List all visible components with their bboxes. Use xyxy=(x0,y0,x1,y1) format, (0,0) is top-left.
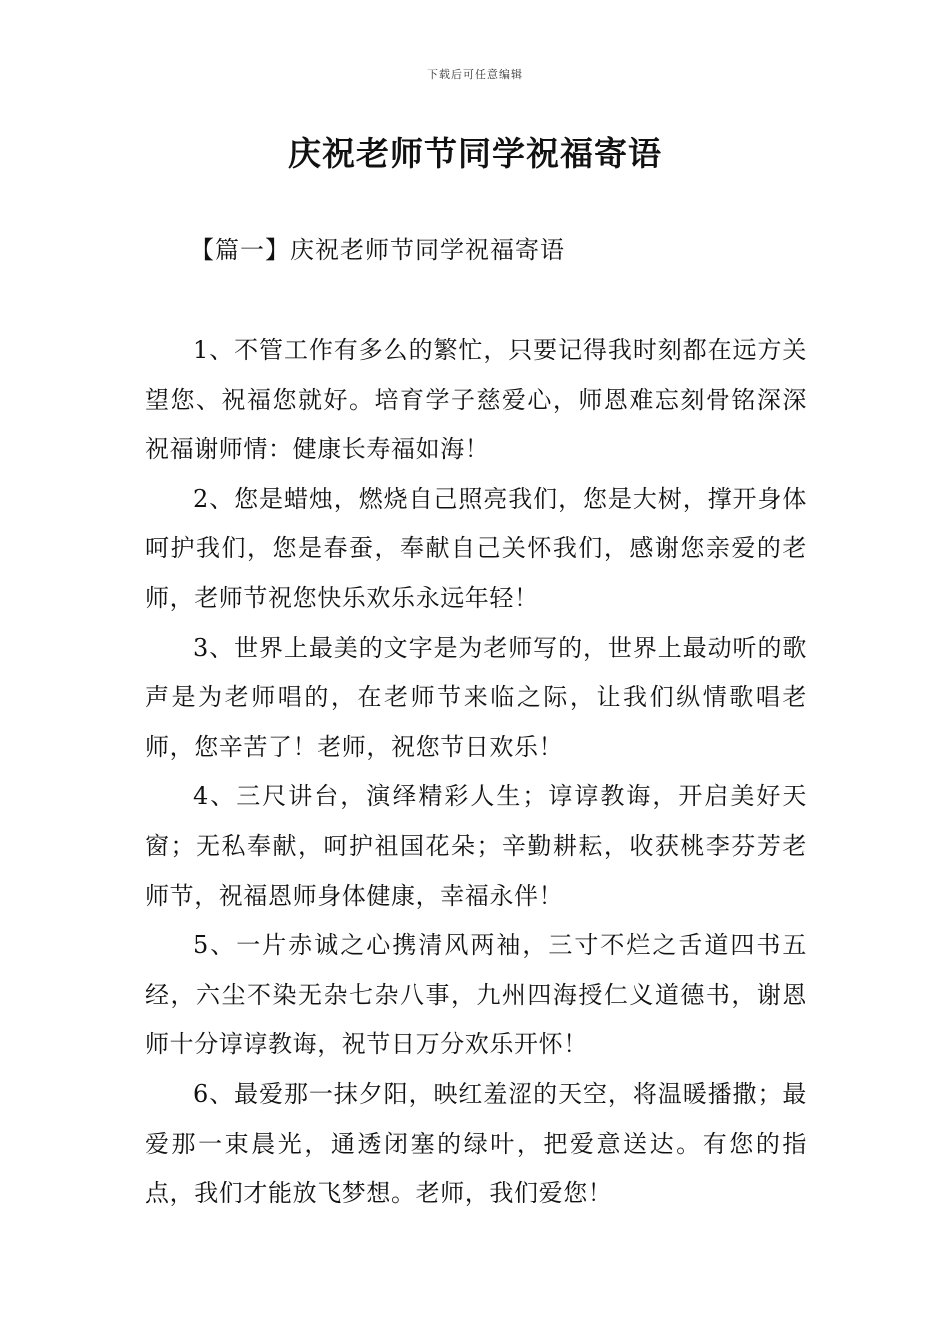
paragraph-5: 5、一片赤诚之心携清风两袖，三寸不烂之舌道四书五经，六尘不染无杂七杂八事，九州四海授仁义道德书，谢恩师十分谆谆教诲，祝节日万分欢乐开怀！ xyxy=(145,931,807,1059)
section-heading: 【篇一】庆祝老师节同学祝福寄语 xyxy=(190,236,565,264)
paragraph-3: 3、世界上最美的文字是为老师写的，世界上最动听的歌声是为老师唱的，在老师节来临之际，让我们纵情歌唱老师，您辛苦了！老师，祝您节日欢乐！ xyxy=(145,633,807,761)
paragraph-6: 6、最爱那一抹夕阳，映红羞涩的天空，将温暖播撒；最爱那一束晨光，通透闭塞的绿叶，把爱意送达。有您的指点，我们才能放飞梦想。老师，我们爱您！ xyxy=(145,1079,807,1208)
header-note: 下载后可任意编辑 xyxy=(427,68,523,81)
document-body xyxy=(145,326,807,1219)
page-title: 庆祝老师节同学祝福寄语 xyxy=(288,134,662,173)
paragraph-1: 1、不管工作有多么的繁忙，只要记得我时刻都在远方关望您、祝福您就好。培育学子慈爱心，师恩难忘刻骨铭深深祝福谢师情：健康长寿福如海！ xyxy=(145,336,807,464)
paragraph-2: 2、您是蜡烛，燃烧自己照亮我们，您是大树，撑开身体呵护我们，您是春蚕，奉献自己关怀我们，感谢您亲爱的老师，老师节祝您快乐欢乐永远年轻！ xyxy=(145,484,807,612)
paragraph-4: 4、三尺讲台，演绎精彩人生；谆谆教诲，开启美好天窗；无私奉献，呵护祖国花朵；辛勤耕耘，收获桃李芬芳老师节，祝福恩师身体健康，幸福永伴！ xyxy=(145,782,807,910)
